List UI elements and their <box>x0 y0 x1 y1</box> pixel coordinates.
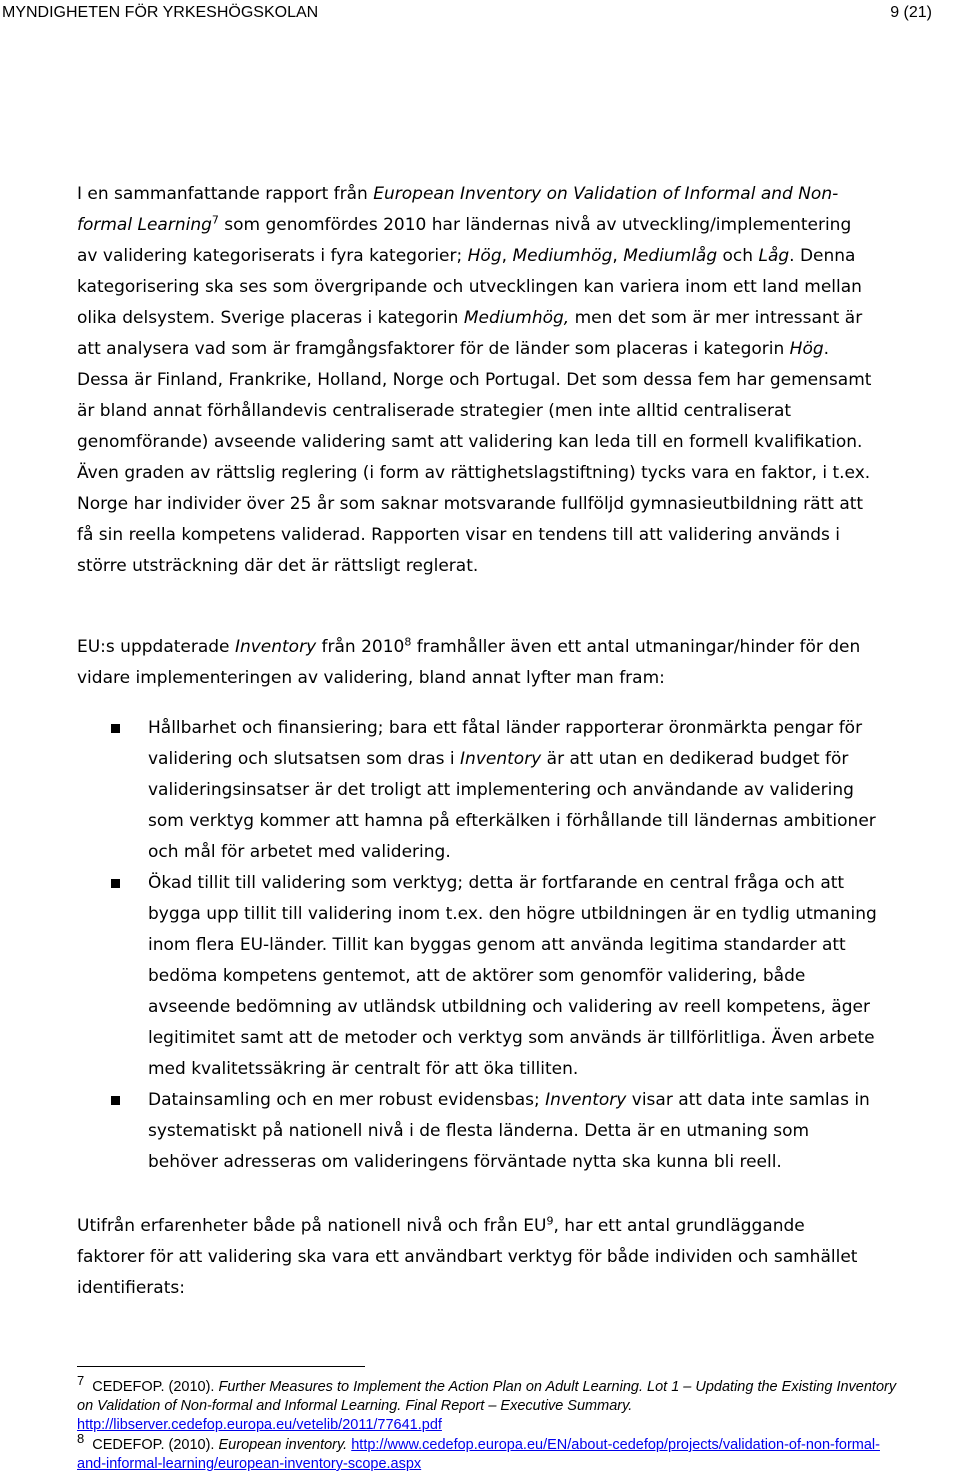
page-number: 9 (21) <box>890 4 932 21</box>
list-item: Hållbarhet och finansiering; bara ett fåtal länder rapporterar öronmärkta pengar för validering och slutsatsen som dras i Inventory är att utan en dedikerad budget för valideringsinsatser är det troligt att implementering och användande av validering som verktyg kommer att hamna på efterkälken i förhållande till ländernas ambitioner och mål för arbetet med validering. <box>77 713 877 868</box>
footnote-7: 7 CEDEFOP. (2010). Further Measures to Implement the Action Plan on Adult Learning. Lot 1 – Updating the Existing Inventory on Validation of Non-formal and Informal Learning. Final Report – Executive Summary. http://libserver.cedefop.europa.eu/vetelib/2011/77641.pdf <box>77 1373 897 1433</box>
running-header: MYNDIGHETEN FÖR YRKESHÖGSKOLAN <box>2 4 319 21</box>
footnote-ref-9[interactable]: 9 <box>546 1214 554 1228</box>
paragraph-eu-inventory: EU:s uppdaterade Inventory från 2010$^8$ framhåller även ett antal utmaningar/hinder för den vidare implementeringen av validering, bland annat lyfter man fram: <box>77 635 861 688</box>
square-bullet-icon <box>111 879 120 888</box>
footnote-link[interactable]: http://www.cedefop.europa.eu/EN/about-cedefop/projects/validation-of-non-formal-and-informal-learning/european-inventory-scope.aspx <box>77 1437 880 1472</box>
challenges-list <box>77 713 877 1178</box>
footnote-8: 8 CEDEFOP. (2010). European inventory. http://www.cedefop.europa.eu/EN/about-cedefop/projects/validation-of-non-formal-and-informal-learning/european-inventory-scope.aspx <box>77 1431 880 1472</box>
paragraph-basic-factors: Utifrån erfarenheter både på nationell nivå och från $EU^9$, har ett antal grundläggande faktorer för att validering ska vara ett användbart verktyg för både individen och samhället identifierats: <box>77 1214 858 1298</box>
square-bullet-icon <box>111 724 120 733</box>
square-bullet-icon <box>111 1096 120 1105</box>
paragraph-inventory-summary: I en sammanfattande rapport från European Inventory on Validation of Informal and Non-formal Learning$^7$ som genomfördes 2010 har ländernas nivå av utveckling/implementering av validering kategoriserats i fyra kategorier; Hög, Mediumhög, Mediumlåg och Låg. Denna kategorisering ska ses som övergripande och utvecklingen kan variera inom ett land mellan olika delsystem. Sverige placeras i kategorin Mediumhög, men det som är mer intressant är att analysera vad som är framgångsfaktorer för de länder som placeras i kategorin Hög. Dessa är Finland, Frankrike, Holland, Norge och Portugal. Det som dessa fem har gemensamt är bland annat förhållandevis centraliserade strategier (men inte alltid centraliserat genomförande) avseende validering samt att validering kan leda till en formell kvalifikation. Även graden av rättslig reglering (i form av rättighetslagstiftning) tycks vara en faktor, i t.ex. Norge har individer över 25 år som saknar motsvarande fullföljd gymnasieutbildning rätt att få sin reella kompetens validerad. Rapporten visar en tendens till att validering används i större utsträckning där det är rättsligt reglerat. <box>77 184 872 576</box>
list-item: Datainsamling och en mer robust evidensbas; Inventory visar att data inte samlas in systematiskt på nationell nivå i de flesta länderna. Detta är en utmaning som behöver adresseras om valideringens förväntade nytta ska kunna bli reell. <box>77 1085 877 1178</box>
footnote-ref-7[interactable]: 7 <box>211 213 219 227</box>
footnote-ref-8[interactable]: 8 <box>404 635 412 649</box>
footnote-separator <box>77 1366 365 1367</box>
list-item: Ökad tillit till validering som verktyg; detta är fortfarande en central fråga och att bygga upp tillit till validering inom t.ex. den högre utbildningen är en tydlig utmaning inom flera EU-länder. Tillit kan byggas genom att använda legitima standarder att bedöma kompetens gentemot, att de aktörer som genomför validering, både avseende bedömning av utländsk utbildning och validering av reell kompetens, äger legitimitet samt att de metoder och verktyg som används är tillförlitliga. Även arbete med kvalitetssäkring är centralt för att öka tilliten. <box>77 868 877 1085</box>
footnote-link[interactable]: http://libserver.cedefop.europa.eu/vetelib/2011/77641.pdf <box>77 1417 442 1433</box>
